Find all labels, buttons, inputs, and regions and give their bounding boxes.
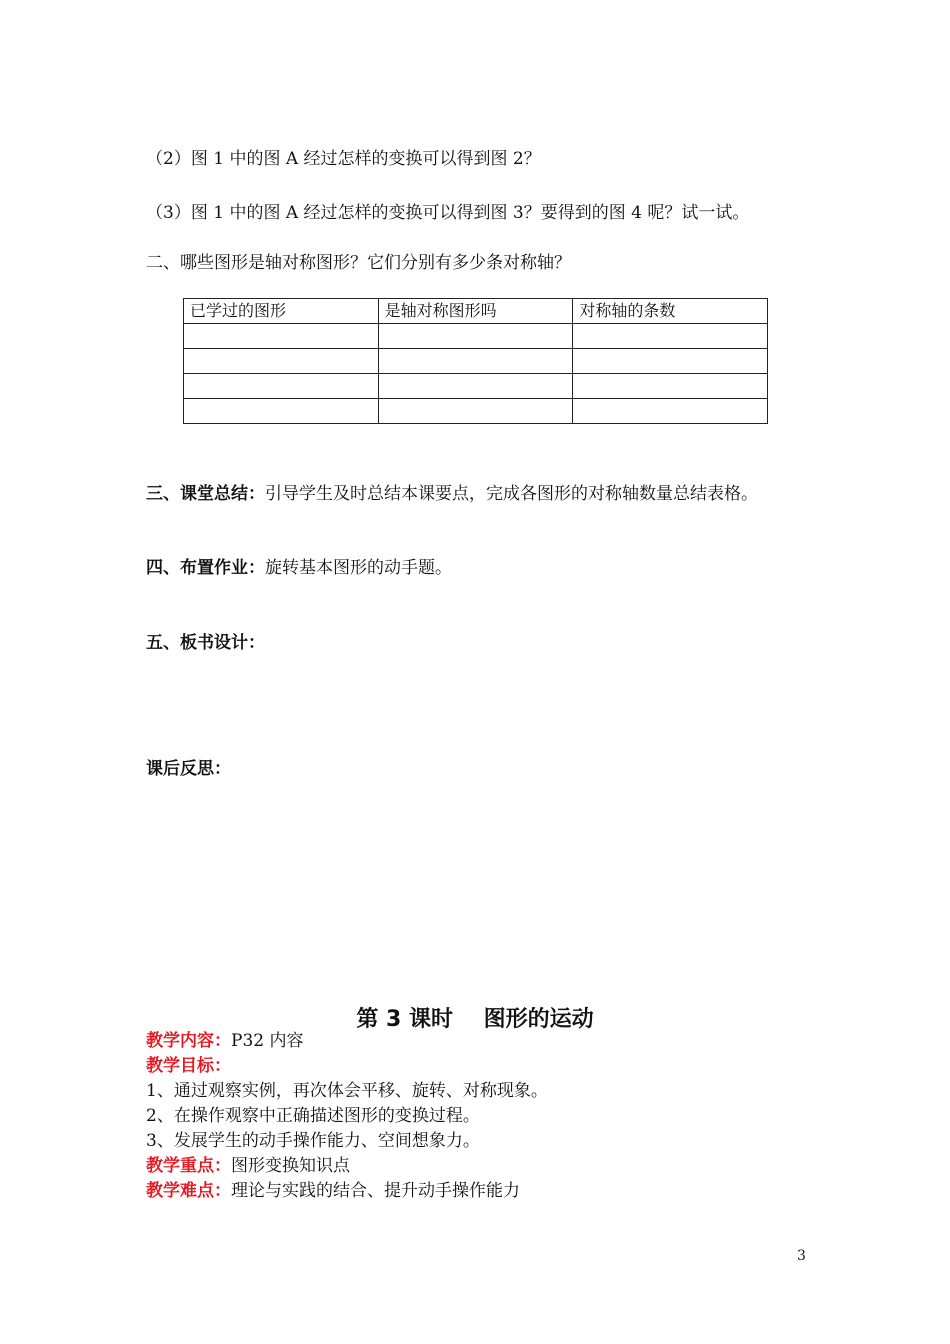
table-cell: [378, 324, 573, 349]
question-2: （2）图 1 中的图 A 经过怎样的变换可以得到图 2？: [146, 149, 541, 169]
table-row: [184, 324, 768, 349]
section-3-text: 引导学生及时总结本课要点，完成各图形的对称轴数量总结表格。: [265, 484, 758, 504]
table-header-row: [184, 299, 768, 324]
section-2-heading: 二、哪些图形是轴对称图形？它们分别有多少条对称轴？: [146, 253, 571, 273]
table-cell: [184, 374, 379, 399]
teaching-content: [146, 1030, 303, 1052]
difficulty-text: 理论与实践的结合、提升动手操作能力: [231, 1181, 520, 1201]
table-cell: [378, 399, 573, 424]
section-3-label: 三、课堂总结：: [146, 484, 265, 504]
lesson-title: [0, 1002, 950, 1033]
table-header-cell: 是轴对称图形吗: [378, 299, 573, 324]
table-row: [184, 349, 768, 374]
section-4-text: 旋转基本图形的动手题。: [265, 558, 452, 578]
lesson-topic: 图形的运动: [483, 1007, 594, 1032]
table-cell: [184, 324, 379, 349]
section-4-label: 四、布置作业：: [146, 558, 265, 578]
teaching-key-point: [146, 1155, 350, 1177]
table-row: [184, 399, 768, 424]
teaching-difficulty: [146, 1180, 520, 1202]
section-3: [146, 483, 758, 505]
lesson-number: 第 3 课时: [356, 1007, 453, 1032]
symmetry-table: [183, 298, 768, 424]
section-5-label: 五、板书设计：: [146, 633, 265, 653]
table-row: [184, 374, 768, 399]
teaching-goals-label: 教学目标：: [146, 1056, 231, 1076]
key-point-text: 图形变换知识点: [231, 1156, 350, 1176]
difficulty-label: 教学难点：: [146, 1181, 231, 1201]
table-cell: [573, 349, 768, 374]
question-3: （3）图 1 中的图 A 经过怎样的变换可以得到图 3？要得到的图 4 呢？试一试。: [146, 203, 750, 223]
table-cell: [378, 349, 573, 374]
table-cell: [184, 399, 379, 424]
table-cell: [573, 324, 768, 349]
teaching-content-label: 教学内容：: [146, 1031, 231, 1051]
table-cell: [378, 374, 573, 399]
page-number: 3: [797, 1248, 806, 1264]
key-point-label: 教学重点：: [146, 1156, 231, 1176]
section-4: [146, 557, 452, 579]
table-cell: [573, 374, 768, 399]
table-header-cell: 已学过的图形: [184, 299, 379, 324]
table-header-cell: 对称轴的条数: [573, 299, 768, 324]
table-cell: [184, 349, 379, 374]
table-cell: [573, 399, 768, 424]
teaching-content-text: P32 内容: [231, 1031, 304, 1051]
reflection-label: 课后反思：: [146, 759, 231, 779]
goal-item: 1、通过观察实例，再次体会平移、旋转、对称现象。: [146, 1081, 548, 1101]
goal-item: 2、在操作观察中正确描述图形的变换过程。: [146, 1106, 480, 1126]
goal-item: 3、发展学生的动手操作能力、空间想象力。: [146, 1131, 480, 1151]
